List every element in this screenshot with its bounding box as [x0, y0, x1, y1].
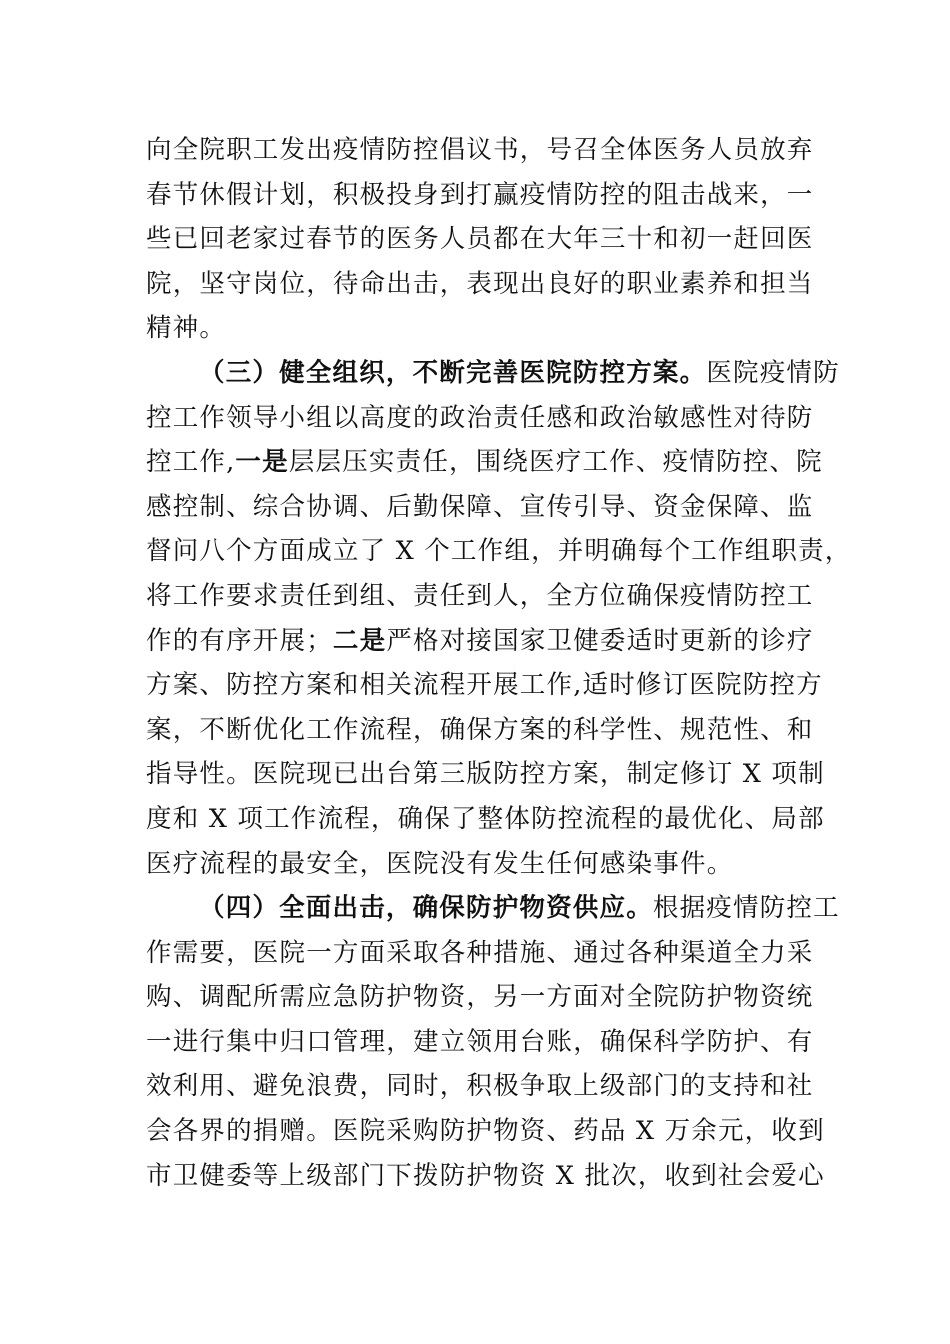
bold-text-run: 二是	[332, 625, 387, 656]
text-run: 督问八个方面成立了 X 个工作组，并明确每个工作组职责，	[146, 536, 852, 567]
text-line	[146, 708, 814, 753]
text-line	[146, 842, 808, 887]
bold-text-run: （三）健全组织，不断完善医院防控方案。	[199, 357, 707, 388]
text-line	[146, 306, 808, 351]
text-line	[146, 752, 825, 797]
text-run: 作需要，医院一方面采取各种措施、通过各种渠道全力采	[146, 937, 814, 968]
text-line	[146, 619, 814, 664]
text-run: 层层压实责任，围绕医疗工作、疫情防控、院	[288, 447, 823, 478]
text-line	[146, 128, 814, 173]
bold-text-run: 一是	[235, 447, 289, 478]
text-run: 案，不断优化工作流程，确保方案的科学性、规范性、和	[146, 714, 814, 745]
text-line	[146, 440, 823, 485]
text-line	[146, 1154, 825, 1199]
text-run: 一进行集中归口管理，建立领用台账，确保科学防护、有	[146, 1026, 814, 1057]
text-run: 医疗流程的最安全，医院没有发生任何感染事件。	[146, 848, 734, 879]
text-run: 度和 X 项工作流程，确保了整体防控流程的最优化、局部	[146, 803, 825, 834]
text-run: 院，坚守岗位，待命出击，表现出良好的职业素养和担当	[146, 268, 814, 299]
text-run: 方案、防控方案和相关流程开展工作,适时修订医院防控方	[146, 670, 823, 701]
text-run: 春节休假计划，积极投身到打赢疫情防控的阻击战来，一	[146, 179, 814, 210]
text-line	[146, 663, 823, 708]
text-run: 控工作,	[146, 447, 236, 478]
text-run: 市卫健委等上级部门下拨防护物资 X 批次，收到社会爱心	[146, 1160, 825, 1191]
text-line	[146, 173, 814, 218]
text-line	[146, 1109, 825, 1154]
text-line	[146, 1020, 814, 1065]
text-line	[146, 797, 825, 842]
text-run: 效利用、避免浪费，同时，积极争取上级部门的支持和社	[146, 1071, 814, 1102]
body-text	[146, 128, 852, 1198]
text-run: 精神。	[146, 313, 227, 344]
text-line	[146, 574, 814, 619]
text-run: 根据疫情防控工	[652, 893, 840, 924]
text-line	[146, 529, 852, 574]
text-run: 向全院职工发出疫情防控倡议书，号召全体医务人员放弃	[146, 135, 814, 165]
text-run: 感控制、综合协调、后勤保障、宣传引导、资金保障、监	[146, 491, 814, 522]
text-run: 作的有序开展；	[146, 625, 333, 656]
text-line	[146, 262, 814, 307]
text-run: 控工作领导小组以高度的政治责任感和政治敏感性对待防	[146, 402, 814, 433]
text-line	[146, 931, 814, 976]
bold-text-run: （四）全面出击，确保防护物资供应。	[199, 893, 653, 924]
text-line	[146, 886, 840, 931]
text-run: 会各界的捐赠。医院采购防护物资、药品 X 万余元，收到	[146, 1116, 825, 1147]
text-line	[146, 485, 814, 530]
text-run: 将工作要求责任到组、责任到人，全方位确保疫情防控工	[146, 580, 814, 611]
text-run: 些已回老家过春节的医务人员都在大年三十和初一赶回医	[146, 224, 814, 255]
text-line	[146, 351, 840, 396]
text-run: 指导性。医院现已出台第三版防控方案，制定修订 X 项制	[146, 759, 825, 790]
text-line	[146, 396, 814, 441]
text-run: 购、调配所需应急防护物资，另一方面对全院防护物资统	[146, 982, 814, 1013]
text-line	[146, 1064, 814, 1109]
text-run: 严格对接国家卫健委适时更新的诊疗	[386, 625, 814, 656]
text-line	[146, 217, 814, 262]
text-line	[146, 975, 814, 1020]
text-run: 医院疫情防	[706, 357, 840, 388]
